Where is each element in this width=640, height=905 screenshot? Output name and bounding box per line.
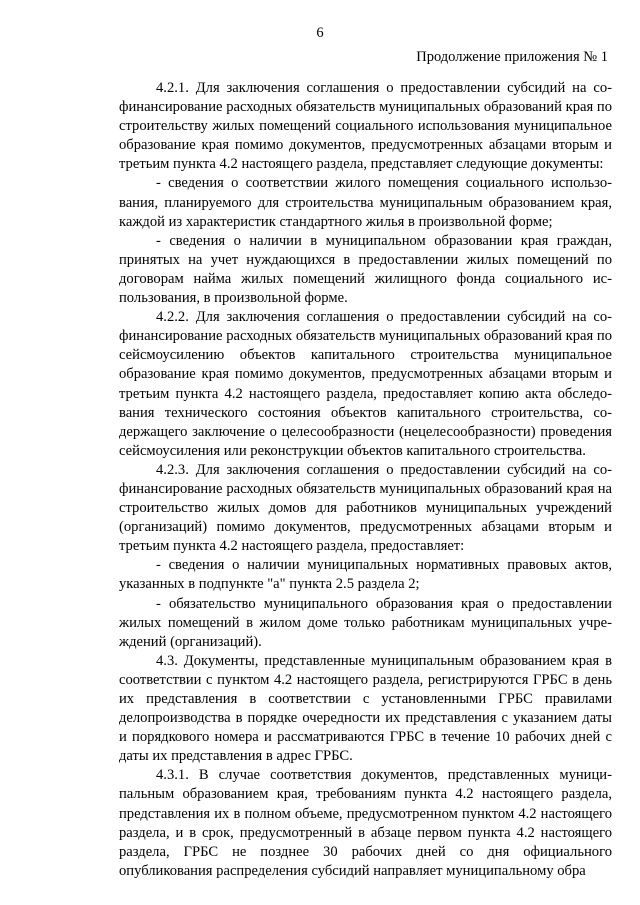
paragraph-4-2-1: 4.2.1. Для заключения соглашения о предоставлении субсидий на софинансирование расходных обязательств муниципальных образований края по строительству жилых помещений социального использования муниципальное образование края помимо документов, предусмотренных абзацами вторым и третьим пункта 4.2 настоящего раздела, представляет следующие документы: bbox=[119, 80, 612, 173]
paragraph-4-2-2: 4.2.2. Для заключения соглашения о предоставлении субсидий на софинансирование расходных обязательств муниципальных образований края по сейсмоусилению объектов капитального строительства муниципальное образование края помимо документов, предусмотренных абзацами вторым и третьим пункта 4.2 настоящего раздела, предоставляет копию акта обследования технического состояния объектов капитального строительства, содержащего заключение о целесообразности (нецелесообразности) проведения сейсмоусиления или реконструкции объектов капитального строительства. bbox=[119, 309, 612, 459]
list-item-dash: - сведения о наличии в муниципальном образовании края граждан, принятых на учет нуждающихся в предоставлении жилых помещений по договорам найма жилых помещений жилищного фонда социального использования, в произвольной форме. bbox=[119, 232, 612, 307]
appendix-continuation-label: Продолжение приложения № 1 bbox=[416, 49, 608, 65]
paragraph-4-3-1: 4.3.1. В случае соответствия документов, представленных муниципальным образованием края, требованиям пункта 4.2 настоящего раздела, представления их в полном объеме, предусмотренном пунктом 4.2 настоящего раздела, и в срок, предусмотренный в абзаце первом пункта 4.2 настоящего раздела, ГРБС не позднее 30 рабочих дней со дня официального опубликования распределения субсидий направляет муниципальному обра bbox=[119, 767, 612, 879]
list-item-dash: - сведения о соответствии жилого помещения социального использования, планируемого для строительства муниципальным образованием края, каждой из характеристик стандартного жилья в произвольной форме; bbox=[119, 175, 612, 230]
paragraph-4-3: 4.3. Документы, представленные муниципальным образованием края в соответствии с пунктом 4.2 настоящего раздела, регистрируются ГРБС в день их представления в соответствии с установленными ГРБС правилами делопроизводства в порядке очередности их представления с указанием даты и порядкового номера и рассматриваются ГРБС в течение 10 рабочих дней с даты их представления в адрес ГРБС. bbox=[119, 652, 612, 765]
page-number: 6 bbox=[316, 25, 324, 41]
list-item-dash: - сведения о наличии муниципальных нормативных правовых актов, указанных в подпункте "а" пункта 2.5 раздела 2; bbox=[119, 557, 612, 593]
paragraph-4-2-3: 4.2.3. Для заключения соглашения о предоставлении субсидий на софинансирование расходных обязательств муниципальных образований края на строительство жилых домов для работников муниципальных учреждений (организаций) помимо документов, предусмотренных абзацами вторым и третьим пункта 4.2 настоящего раздела, предоставляет: bbox=[119, 461, 612, 555]
list-item-dash: - обязательство муниципального образования края о предоставлении жилых помещений в жилом доме только работникам муниципальных учреждений (организаций). bbox=[119, 595, 612, 650]
document-body bbox=[119, 79, 612, 881]
